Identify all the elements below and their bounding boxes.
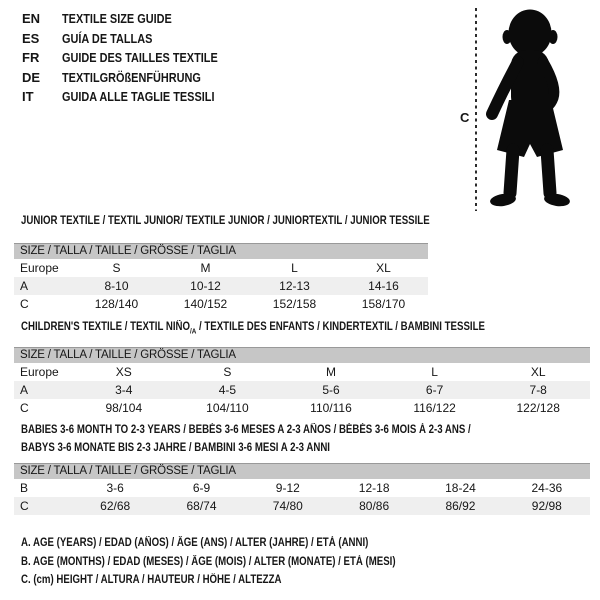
cell: 92/98 xyxy=(504,497,590,515)
cell: 9-12 xyxy=(275,480,300,495)
language-code: EN xyxy=(22,11,41,27)
cell: S xyxy=(223,364,232,379)
cell: 6-9 xyxy=(192,480,211,495)
cell: 3-6 xyxy=(106,480,124,495)
language-code: DE xyxy=(22,69,41,85)
row-label: A xyxy=(14,381,72,399)
cell: 110/116 xyxy=(310,400,352,415)
cell: 86/92 xyxy=(417,497,503,515)
table-row xyxy=(14,259,428,277)
nino-a-subscript: /A xyxy=(190,326,197,336)
size-header-row xyxy=(14,348,590,363)
language-row-de xyxy=(22,68,247,88)
cell: 8-10 xyxy=(72,277,161,295)
note-age-months: B. AGE (MONTHS) / EDAD (MESES) / ÂGE (MOIS) / ALTER (MONATE) / ETÀ (MESI) xyxy=(21,555,396,568)
language-title: GUIDA ALLE TAGLIE TESSILI xyxy=(62,89,215,105)
cell: 10-12 xyxy=(161,277,250,295)
language-list xyxy=(22,9,247,107)
cell: 5-6 xyxy=(279,381,383,399)
row-label: B xyxy=(20,480,29,495)
cell: L xyxy=(291,260,298,275)
cell: 74/80 xyxy=(245,497,331,515)
table-row xyxy=(14,479,590,497)
row-label: Europe xyxy=(20,260,59,275)
cell: 128/140 xyxy=(94,296,139,311)
note-height-cm: C. (cm) HEIGHT / ALTURA / HAUTEUR / HÖHE / ALTEZZA xyxy=(21,574,282,586)
language-title: TEXTILGRÖßENFÜHRUNG xyxy=(62,69,201,85)
baby-leg-left xyxy=(510,150,513,193)
cell: 12-18 xyxy=(358,480,390,495)
note-age-years: A. AGE (YEARS) / EDAD (AÑOS) / ÂGE (ANS) / ALTER (JAHRE) / ETÀ (ANNI) xyxy=(21,537,369,549)
children-table xyxy=(14,347,590,417)
language-title: GUÍA DE TALLAS xyxy=(62,30,153,46)
baby-leg-right xyxy=(547,150,550,193)
language-row-en xyxy=(22,9,247,29)
table-row xyxy=(14,497,590,515)
size-header-row xyxy=(14,244,428,259)
cell: 4-5 xyxy=(176,381,280,399)
table-row xyxy=(14,399,590,417)
language-row-it xyxy=(22,87,247,107)
cell: 62/68 xyxy=(72,497,158,515)
cell: 24-36 xyxy=(531,480,563,495)
cell: L xyxy=(431,364,438,379)
junior-table xyxy=(14,243,428,313)
table-row xyxy=(14,295,428,313)
junior-section-title: JUNIOR TEXTILE / TEXTIL JUNIOR/ TEXTILE JUNIOR / JUNIORTEXTIL / JUNIOR TESSILE xyxy=(21,215,430,227)
row-label: C xyxy=(20,400,29,415)
cell: 3-4 xyxy=(72,381,176,399)
baby-silhouette xyxy=(489,10,570,208)
cell: 68/74 xyxy=(158,497,244,515)
cell: 18-24 xyxy=(445,480,476,495)
language-title: GUIDE DES TAILLES TEXTILE xyxy=(62,50,218,66)
row-label: A xyxy=(14,277,72,295)
row-label: Europe xyxy=(20,364,59,379)
size-header: SIZE / TALLA / TAILLE / GRÖSSE / TAGLIA xyxy=(14,464,590,479)
cell: 158/170 xyxy=(361,296,406,311)
size-header: SIZE / TALLA / TAILLE / GRÖSSE / TAGLIA xyxy=(14,348,590,363)
language-row-es xyxy=(22,29,247,49)
language-title: TEXTILE SIZE GUIDE xyxy=(62,11,172,27)
baby-figure xyxy=(450,0,600,215)
language-code: IT xyxy=(22,89,34,105)
cell: 98/104 xyxy=(105,400,143,415)
row-label: C xyxy=(20,296,29,311)
cell: 104/110 xyxy=(206,400,249,415)
table-row xyxy=(14,363,590,381)
height-label: C xyxy=(460,110,470,125)
size-header: SIZE / TALLA / TAILLE / GRÖSSE / TAGLIA xyxy=(14,244,428,259)
cell: 12-13 xyxy=(250,277,339,295)
babies-title-line2: BABYS 3-6 MONATE BIS 2-3 JAHRE / BAMBINI 3-6 MESI A 2-3 ANNI xyxy=(21,442,330,454)
cell: 7-8 xyxy=(486,381,590,399)
cell: 140/152 xyxy=(183,296,228,311)
row-label: C xyxy=(14,497,72,515)
language-row-fr xyxy=(22,48,247,68)
size-header-row xyxy=(14,464,590,479)
cell: 152/158 xyxy=(272,296,317,311)
cell: XL xyxy=(376,260,391,275)
cell: 122/128 xyxy=(516,400,560,415)
cell: 14-16 xyxy=(339,277,428,295)
table-row xyxy=(14,381,590,399)
babies-title-line1: BABIES 3-6 MONTH TO 2-3 YEARS / BEBÉS 3-6 MESES A 2-3 AÑOS / BÉBÉS 3-6 MOIS À 2-3 ANS / xyxy=(21,424,471,436)
baby-head xyxy=(509,10,552,57)
cell: XS xyxy=(115,364,132,379)
cell: 116/122 xyxy=(413,400,456,415)
legend-notes xyxy=(21,537,467,593)
cell: M xyxy=(200,260,211,275)
baby-silhouette-graphic xyxy=(450,0,600,215)
cell: 6-7 xyxy=(383,381,487,399)
babies-section-title xyxy=(21,421,556,457)
language-code: FR xyxy=(22,50,40,66)
cell: XL xyxy=(530,364,546,379)
cell: S xyxy=(112,260,121,275)
cell: 80/86 xyxy=(331,497,417,515)
cell: M xyxy=(325,364,336,379)
language-code: ES xyxy=(22,30,40,46)
babies-table xyxy=(14,463,590,515)
table-row xyxy=(14,277,428,295)
children-section-title: CHILDREN'S TEXTILE / TEXTIL $NIÑO_{/A}$ / TEXTILE DES ENFANTS / KINDERTEXTIL / BAMBINI TESSILE xyxy=(21,321,485,336)
